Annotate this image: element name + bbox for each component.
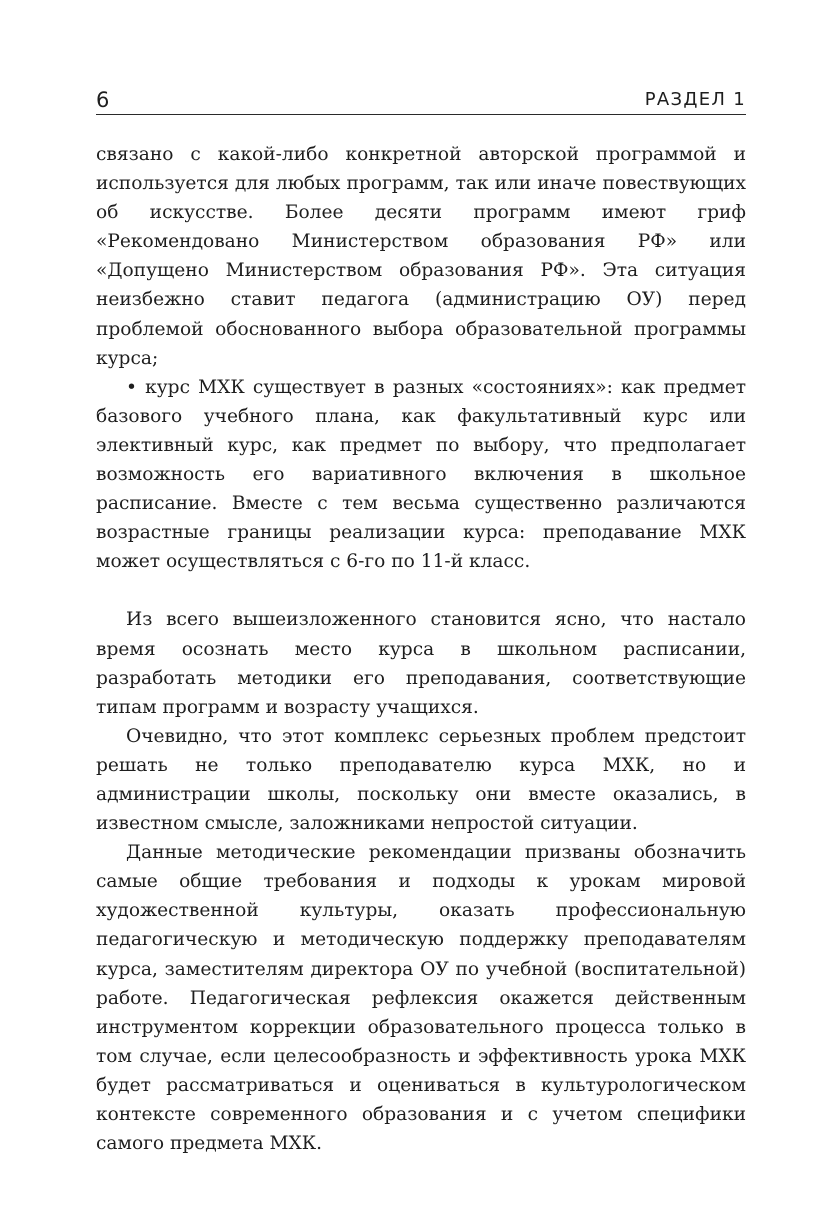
bullet-paragraph: • курс МХК существует в разных «состояниях»: как предмет базового учебного плана, как факультативный курс или элективный курс, как предмет по выбору, что предполагает возможность его вариативного включения в школьное расписание. Вместе с тем весьма существенно различаются возрастные границы реализации курса: преподавание МХК может осуществляться с 6-го по 11-й класс. (96, 376, 746, 573)
running-header (96, 84, 746, 115)
page-number: 6 (96, 88, 110, 112)
paragraph-continued: связано с какой-либо конкретной авторской программой и используется для любых программ, так или иначе повествующих об искусстве. Более десяти программ имеют гриф «Рекомендовано Министерством образования РФ» или «Допущено Министерством образования РФ». Эта ситуация неизбежно ставит педагога (администрацию ОУ) перед проблемой обоснованного выбора образовательной программы курса; (96, 144, 746, 369)
section-title: РАЗДЕЛ 1 (644, 89, 746, 110)
book-page (96, 84, 746, 1158)
paragraph: Данные методические рекомендации призваны обозначить самые общие требования и подходы к урокам мировой художественной культуры, оказать профессиональную педагогическую и методическую поддержку преподавателям курса, заместителям директора ОУ по учебной (воспитательной) работе. Педагогическая рефлексия окажется действенным инструментом коррекции образовательного процесса только в том случае, если целесообразность и эффективность урока МХК будет рассматриваться и оцениваться в культурологическом контексте современного образования и с учетом специфики самого предмета МХК. (96, 842, 746, 1155)
paragraph-gap (96, 576, 746, 605)
body-text (96, 140, 746, 1158)
paragraph: Очевидно, что этот комплекс серьезных проблем предстоит решать не только преподавателю курса МХК, но и администрации школы, поскольку они вместе оказались, в известном смысле, заложниками непростой ситуации. (96, 725, 746, 835)
paragraph: Из всего вышеизложенного становится ясно, что настало время осознать место курса в школьном расписании, разработать методики его преподавания, соответствующие типам программ и возрасту учащихся. (96, 609, 746, 718)
